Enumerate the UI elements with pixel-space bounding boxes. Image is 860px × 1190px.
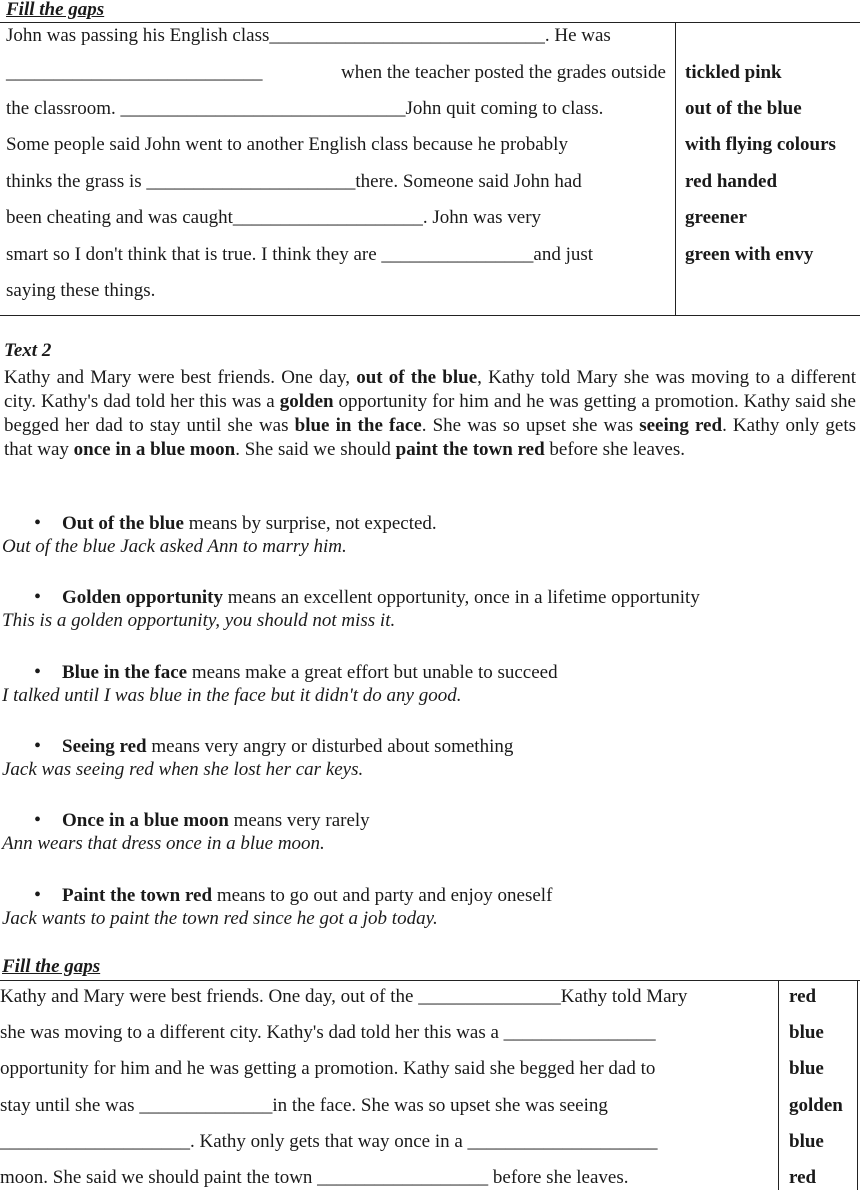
gap-line-text: she was moving to a different city. Kathy's dad told her this was a ________________ [0, 1022, 656, 1043]
idiom-definition [34, 660, 558, 685]
gap-line [0, 985, 770, 1009]
bullet-icon: • [34, 884, 42, 906]
bullet-icon: • [34, 661, 42, 683]
idiom-definition [34, 511, 437, 536]
paragraph-text: . Kathy only gets that way [4, 415, 856, 460]
paragraph-text: , Kathy told Mary she was moving to a different city. Kathy's dad told her this was a [4, 367, 856, 412]
gap-line [0, 1166, 770, 1190]
word-bank-item: with flying colours [685, 134, 836, 155]
word-bank-item: golden [789, 1095, 843, 1116]
idiom-meaning: means to go out and party and enjoy oneself [212, 885, 553, 906]
word-bank-item: blue [789, 1022, 824, 1043]
section1-top-rule [0, 22, 860, 23]
idiom-meaning: means make a great effort but unable to succeed [187, 662, 558, 683]
idiom-definition [34, 585, 700, 610]
gap-line [0, 1094, 770, 1118]
idiom-highlight: once in a blue moon [73, 439, 236, 460]
section1-bottom-rule [0, 315, 860, 316]
word-bank-item: red [789, 1167, 817, 1188]
idiom-highlight: blue in the face [294, 415, 422, 436]
idiom-meaning: means an excellent opportunity, once in a lifetime opportunity [223, 587, 700, 608]
idiom-highlight: seeing red [639, 415, 723, 436]
paragraph-text: . She was so upset she was [421, 415, 640, 436]
idiom-meaning: means by surprise, not expected. [183, 513, 437, 534]
idiom-example: Jack wants to paint the town red since he got a job today. [2, 908, 438, 929]
text2-paragraph [4, 366, 856, 462]
idiom-highlight: paint the town red [395, 439, 545, 460]
gap-line [0, 1130, 770, 1154]
word-bank-item: red [789, 986, 817, 1007]
bullet-icon: • [34, 735, 42, 757]
idiom-example: Jack was seeing red when she lost her car keys. [2, 759, 364, 780]
gap-line-text: moon. She said we should paint the town __________________ before she leaves. [0, 1167, 629, 1188]
gap-line [6, 61, 666, 85]
word-bank-item: blue [789, 1058, 824, 1079]
gap-line [6, 133, 666, 157]
idiom-term: Seeing red [62, 736, 147, 757]
gap-line-text: been cheating and was caught____________________. John was very [6, 207, 542, 228]
idiom-highlight: out of the blue [356, 367, 478, 388]
gap-line [6, 170, 666, 194]
gap-line-text: Kathy and Mary were best friends. One day, out of the _______________Kathy told Mary [0, 986, 688, 1007]
gap-line [6, 243, 666, 267]
gap-line-text: opportunity for him and he was getting a promotion. Kathy said she begged her dad to [0, 1058, 656, 1079]
gap-line-text: the classroom. ______________________________John quit coming to class. [6, 98, 604, 119]
idiom-example: I talked until I was blue in the face but it didn't do any good. [2, 685, 462, 706]
gap-line [6, 279, 306, 303]
bullet-icon: • [34, 809, 42, 831]
gap-line [0, 1021, 770, 1045]
idiom-example: Ann wears that dress once in a blue moon. [2, 833, 325, 854]
idiom-term: Once in a blue moon [62, 810, 229, 831]
idiom-definition [34, 734, 513, 759]
word-bank-item: greener [685, 207, 747, 228]
word-bank-item: blue [789, 1131, 824, 1152]
section1-column-divider [675, 22, 676, 315]
paragraph-text: . She said we should [235, 439, 396, 460]
paragraph-text: before she leaves. [544, 439, 685, 460]
gap-line-text: ____________________. Kathy only gets that way once in a ____________________ [0, 1131, 658, 1152]
bullet-icon: • [34, 512, 42, 534]
word-bank-item: tickled pink [685, 62, 782, 83]
idiom-highlight: golden [279, 391, 334, 412]
gap-line-text: smart so I don't think that is true. I think they are ________________and just [6, 244, 594, 265]
word-bank-item: green with envy [685, 244, 814, 265]
gap-line-text: stay until she was ______________in the face. She was so upset she was seeing [0, 1095, 608, 1116]
idiom-example: This is a golden opportunity, you should not miss it. [2, 610, 396, 631]
word-bank-item: red handed [685, 171, 778, 192]
bullet-icon: • [34, 586, 42, 608]
idiom-term: Blue in the face [62, 662, 188, 683]
gap-line [0, 1057, 770, 1081]
gap-line [6, 24, 666, 48]
idiom-term: Out of the blue [62, 513, 184, 534]
section3-column-divider [778, 980, 779, 1190]
gap-line [6, 206, 666, 230]
section3-top-rule [0, 980, 860, 981]
section1-heading: Fill the gaps [6, 0, 105, 20]
paragraph-text: Kathy and Mary were best friends. One day, [4, 367, 357, 388]
idiom-term: Paint the town red [62, 885, 213, 906]
text2-heading: Text 2 [4, 340, 52, 361]
gap-line-text: Some people said John went to another English class because he probably [6, 134, 568, 155]
idiom-meaning: means very rarely [228, 810, 370, 831]
idiom-meaning: means very angry or disturbed about something [146, 736, 514, 757]
gap-line-text: saying these things. [6, 280, 156, 301]
idiom-definition [34, 808, 370, 833]
section3-right-edge [857, 980, 858, 1190]
idiom-example: Out of the blue Jack asked Ann to marry him. [2, 536, 347, 557]
word-bank-item: out of the blue [685, 98, 802, 119]
idiom-definition [34, 883, 552, 908]
idiom-term: Golden opportunity [62, 587, 224, 608]
gap-line-text: when the teacher posted the grades outside [336, 62, 666, 83]
gap-line [6, 97, 666, 121]
gap-line-text: John was passing his English class_____________________________. He was [6, 25, 611, 46]
paragraph-text: opportunity for him and he was getting a promotion. Kathy said she begged her dad to stay until she was [4, 391, 856, 436]
gap-line-text: ___________________________ [6, 62, 263, 83]
gap-line-text: thinks the grass is ______________________there. Someone said John had [6, 171, 582, 192]
section3-heading: Fill the gaps [2, 956, 101, 977]
